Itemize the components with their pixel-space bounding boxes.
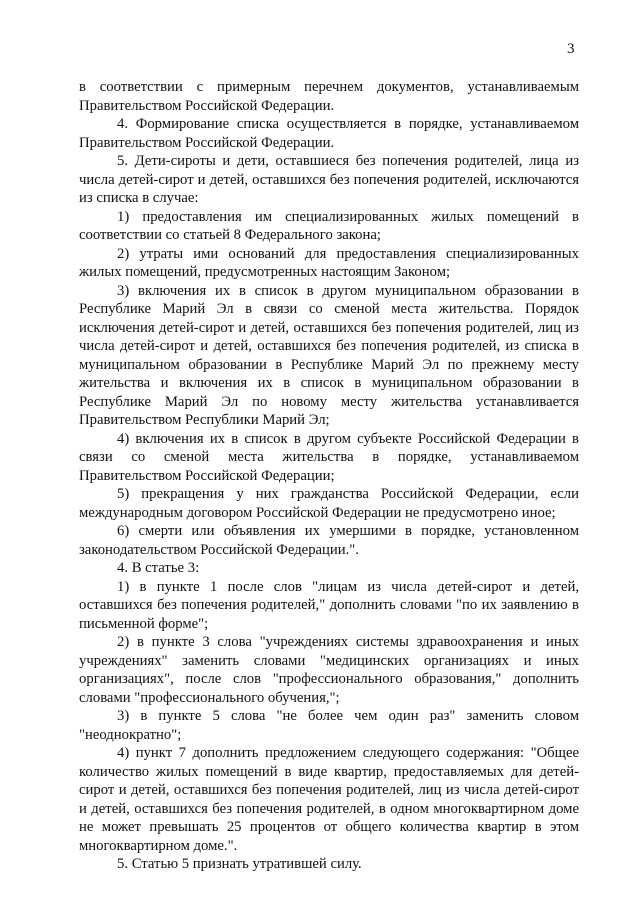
paragraph: 2) утраты ими оснований для предоставления специализированных жилых помещений, предусмотренных настоящим Законом; (79, 245, 579, 280)
paragraph: 6) смерти или объявления их умершими в порядке, установленном законодательством Российской Федерации.". (79, 523, 579, 558)
paragraph: 1) предоставления им специализированных жилых помещений в соответствии со статьей 8 Федерального закона; (79, 208, 579, 243)
document-body (79, 78, 579, 874)
paragraph: 5) прекращения у них гражданства Российской Федерации, если международным договором Российской Федерации не предусмотрено иное; (79, 486, 579, 521)
paragraph: 4. В статье 3: (117, 560, 200, 576)
paragraph: 2) в пункте 3 слова "учреждениях системы здравоохранения и иных учреждениях" заменить словами "медицинских организациях и иных организациях", после слов "профессионального образования," дополнить словами "профессионального обучения,"; (79, 634, 579, 706)
paragraph: 3) в пункте 5 слова "не более чем один раз" заменить словом "неоднократно"; (79, 708, 579, 743)
paragraph: 5. Статью 5 признать утратившей силу. (117, 856, 362, 872)
paragraph: 4) пункт 7 дополнить предложением следующего содержания: "Общее количество жилых помещений в виде квартир, предоставляемых для детей-сирот и детей, оставшихся без попечения родителей, лиц из числа детей-сирот и детей, оставшихся без попечения родителей, в одном многоквартирном доме не может превышать 25 процентов от общего количества квартир в этом многоквартирном доме.". (79, 745, 579, 854)
paragraph: 1) в пункте 1 после слов "лицам из числа детей-сирот и детей, оставшихся без попечения родителей," дополнить словами "по их заявлению в письменной форме"; (79, 578, 579, 632)
paragraph: 5. Дети-сироты и дети, оставшиеся без попечения родителей, лица из числа детей-сирот и детей, оставшихся без попечения родителей, исключаются из списка в случае: (79, 153, 579, 206)
paragraph: 3) включения их в список в другом муниципальном образовании в Республике Марий Эл в связи со сменой места жительства. Порядок исключения детей-сирот и детей, оставшихся без попечения родителей, лиц из числа детей-сирот и детей, оставшихся без попечения родителей, из списка в муниципальном образовании в Республике Марий Эл по прежнему месту жительства и включения их в список в муниципальном образовании в Республике Марий Эл по новому месту жительства устанавливается Правительством Республики Марий Эл; (79, 282, 579, 428)
paragraph: 4) включения их в список в другом субъекте Российской Федерации в связи со сменой места жительства в порядке, устанавливаемом Правительством Российской Федерации; (79, 430, 579, 484)
page-number: 3 (567, 41, 575, 57)
paragraph: 4. Формирование списка осуществляется в порядке, устанавливаемом Правительством Российской Федерации. (79, 116, 579, 151)
paragraph: в соответствии с примерным перечнем документов, устанавливаемым Правительством Российской Федерации. (79, 79, 579, 114)
